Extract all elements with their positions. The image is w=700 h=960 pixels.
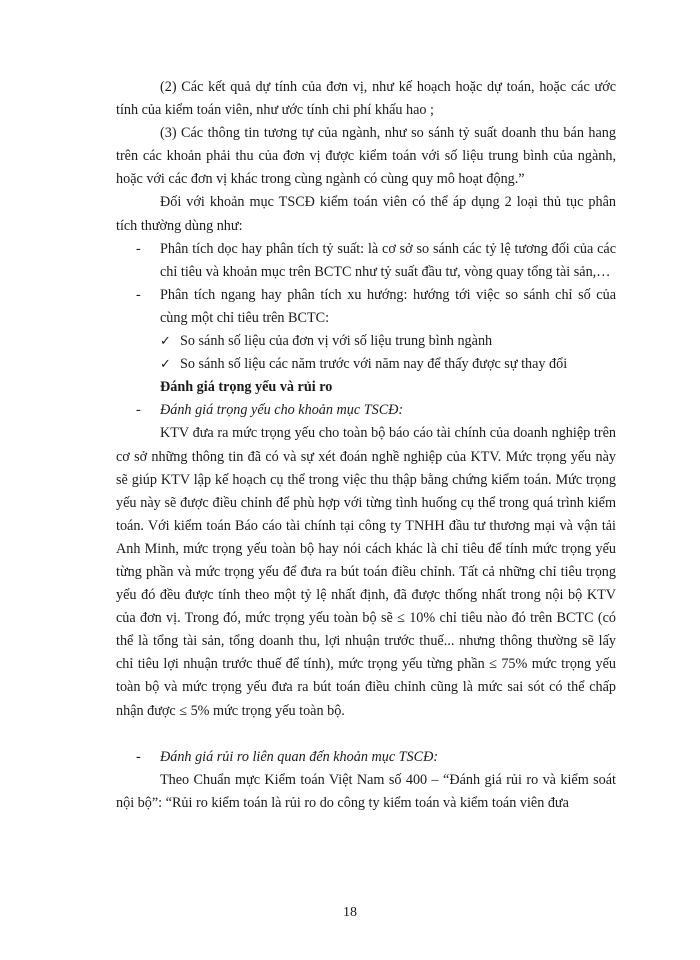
dash-bullet: - — [136, 240, 141, 257]
section-heading: Đánh giá trọng yếu và rủi ro — [160, 379, 333, 396]
paragraph-item-2: (2) Các kết quả dự tính của đơn vị, như kế hoạch hoặc dự toán, hoặc các ước tính của kiểm toán viên, như ước tính chi phí khấu hao ; — [116, 79, 616, 119]
paragraph-intro: Đối với khoản mục TSCĐ kiểm toán viên có thể áp dụng 2 loại thủ tục phân tích thường dùng như: — [116, 194, 616, 234]
subsection-title-text: Đánh giá rủi ro liên quan đến khoản mục TSCĐ: — [160, 748, 439, 765]
list-item-text: Phân tích dọc hay phân tích tỷ suất: là cơ sở so sánh các tỷ lệ tương đối của các chỉ tiêu và khoản mục trên BCTC như tỷ suất đầu tư, vòng quay tổng tài sản,… — [160, 240, 616, 280]
paragraph-item-3: (3) Các thông tin tương tự của ngành, như so sánh tỷ suất doanh thu bán hang trên các khoản phải thu của đơn vị được kiểm toán với số liệu trung bình của ngành, hoặc với các đơn vị khác trong cùng ngành có cùng quy mô hoạt động.” — [116, 125, 616, 188]
list-item — [116, 238, 616, 284]
checkmark-icon: ✓ — [160, 334, 171, 350]
checkmark-icon: ✓ — [160, 357, 171, 373]
checklist-item-text: So sánh số liệu của đơn vị với số liệu trung bình ngành — [180, 333, 493, 350]
checklist-item — [116, 330, 616, 353]
list-item — [116, 284, 616, 330]
checklist-item — [116, 353, 616, 376]
blank-line — [116, 723, 616, 746]
checklist-item-text: So sánh số liệu các năm trước với năm nay để thấy được sự thay đổi — [180, 356, 568, 373]
list-item-text: Phân tích ngang hay phân tích xu hướng: hướng tới việc so sánh chỉ số của cùng một chỉ tiêu trên BCTC: — [160, 286, 616, 326]
materiality-paragraph: KTV đưa ra mức trọng yếu cho toàn bộ báo cáo tài chính của doanh nghiệp trên cơ sở những thông tin đã có và sự xét đoán nghề nghiệp của KTV. Mức trọng yếu này sẽ giúp KTV lập kế hoạch cụ thể trong việc thu thập bằng chứng kiểm toán. Mức trọng yếu này sẽ được điều chỉnh để phù hợp với từng tình huống cụ thể trong quá trình kiểm toán. Với kiểm toán Báo cáo tài chính tại công ty TNHH đầu tư thương mại và vận tải Anh Minh, mức trọng yếu toàn bộ hay nói cách khác là chỉ tiêu để tính mức trọng yếu từng phần và mức trọng yếu để đưa ra bút toán điều chỉnh. Tất cả những chỉ tiêu trọng yếu đó đều được tính theo một tỷ lệ nhất định, đã được thống nhất trong nội bộ KTV của đơn vị. Trong đó, mức trọng yếu toàn bộ sẽ ≤ 10% chỉ tiêu nào đó trên BCTC (có thể là tổng tài sản, tổng doanh thu, lợi nhuận trước thuế... nhưng thông thường sẽ lấy chỉ tiêu lợi nhuận trước thuế để tính), mức trọng yếu từng phần ≤ 75% mức trọng yếu toàn bộ và mức trọng yếu đưa ra bút toán điều chỉnh cũng là mức sai sót có thể chấp nhận được ≤ 5% mức trọng yếu toàn bộ. — [116, 425, 616, 719]
subsection-title-text: Đánh giá trọng yếu cho khoản mục TSCĐ: — [160, 402, 404, 419]
dash-bullet: - — [136, 748, 141, 765]
page-number: 18 — [343, 905, 357, 920]
page-body — [116, 76, 616, 815]
dash-bullet: - — [136, 286, 141, 303]
dash-bullet: - — [136, 402, 141, 419]
risk-paragraph: Theo Chuẩn mực Kiểm toán Việt Nam số 400 – “Đánh giá rủi ro và kiểm soát nội bộ”: “Rủi ro kiểm toán là rủi ro do công ty kiểm toán và kiểm toán viên đưa — [116, 771, 616, 811]
subsection-title-materiality — [116, 399, 616, 422]
subsection-title-risk — [116, 746, 616, 769]
